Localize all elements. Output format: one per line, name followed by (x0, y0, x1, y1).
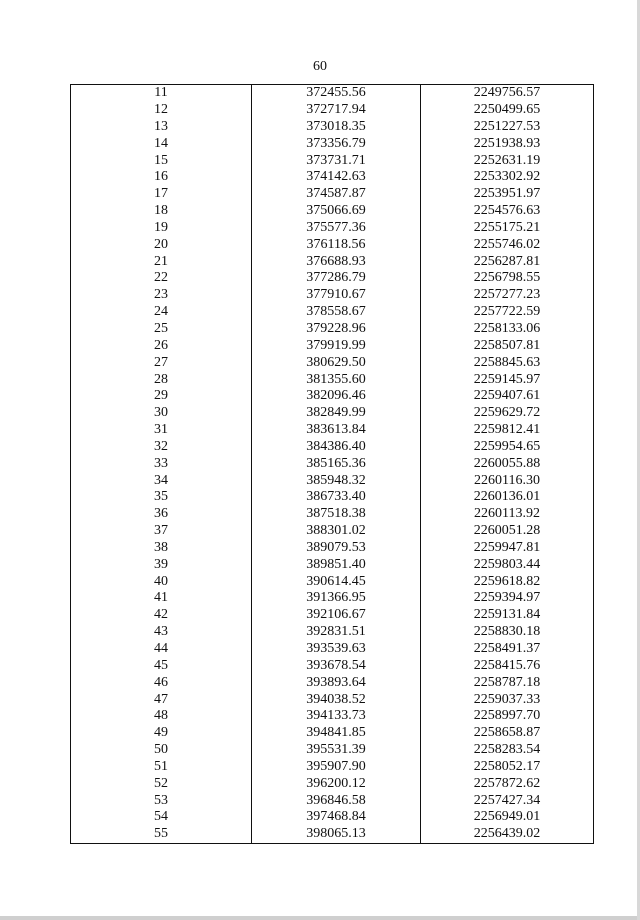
point-number-cell: 37 (154, 523, 168, 539)
x-coordinate-cell: 381355.60 (252, 371, 421, 388)
point-number-cell: 54 (154, 809, 168, 825)
y-coordinate-cell: 2259407.61 (421, 388, 594, 405)
point-number-cell: 43 (154, 624, 168, 640)
y-coordinate-cell: 2259947.81 (421, 540, 594, 557)
y-coordinate-cell: 2256287.81 (421, 253, 594, 270)
table-row (71, 472, 594, 489)
x-coordinate-cell: 388301.02 (252, 523, 421, 540)
y-coordinate-cell: 2258133.06 (421, 321, 594, 338)
x-coordinate-cell: 378558.67 (252, 304, 421, 321)
table-row (71, 237, 594, 254)
point-number-cell: 51 (154, 758, 168, 774)
x-coordinate-cell: 389079.53 (252, 540, 421, 557)
y-coordinate-cell: 2257427.34 (421, 792, 594, 809)
x-coordinate-cell: 374142.63 (252, 169, 421, 186)
x-coordinate-cell: 372455.56 (252, 85, 421, 102)
table-row (71, 119, 594, 136)
x-coordinate-cell: 385948.32 (252, 472, 421, 489)
table-row (71, 169, 594, 186)
table-row (71, 405, 594, 422)
y-coordinate-cell: 2259803.44 (421, 557, 594, 574)
table-row (71, 220, 594, 237)
x-coordinate-cell: 373018.35 (252, 119, 421, 136)
y-coordinate-cell: 2257722.59 (421, 304, 594, 321)
x-coordinate-cell: 376688.93 (252, 253, 421, 270)
x-coordinate-cell: 377910.67 (252, 287, 421, 304)
y-coordinate-cell: 2252631.19 (421, 152, 594, 169)
point-number-cell: 27 (154, 354, 168, 370)
y-coordinate-cell: 2260055.88 (421, 456, 594, 473)
point-number-cell: 34 (154, 472, 168, 488)
point-number-cell: 30 (154, 405, 168, 421)
x-coordinate-cell: 373356.79 (252, 136, 421, 153)
x-coordinate-cell: 394133.73 (252, 708, 421, 725)
x-coordinate-cell: 375577.36 (252, 220, 421, 237)
table-row (71, 304, 594, 321)
point-number-cell: 52 (154, 775, 168, 791)
table-row (71, 253, 594, 270)
table-row (71, 102, 594, 119)
y-coordinate-cell: 2260116.30 (421, 472, 594, 489)
x-coordinate-cell: 396200.12 (252, 776, 421, 793)
table-row (71, 708, 594, 725)
x-coordinate-cell: 372717.94 (252, 102, 421, 119)
y-coordinate-cell: 2255175.21 (421, 220, 594, 237)
point-number-cell: 11 (154, 85, 168, 101)
point-number-cell: 50 (154, 742, 168, 758)
y-coordinate-cell: 2258507.81 (421, 338, 594, 355)
point-number-cell: 25 (154, 320, 168, 336)
point-number-cell: 55 (154, 826, 168, 842)
table-row (71, 355, 594, 372)
x-coordinate-cell: 382096.46 (252, 388, 421, 405)
x-coordinate-cell: 395907.90 (252, 759, 421, 776)
table-row (71, 371, 594, 388)
y-coordinate-cell: 2258415.76 (421, 658, 594, 675)
point-number-cell: 21 (154, 253, 168, 269)
y-coordinate-cell: 2259037.33 (421, 691, 594, 708)
table-row (71, 641, 594, 658)
table-row (71, 338, 594, 355)
x-coordinate-cell: 398065.13 (252, 826, 421, 843)
table-row (71, 422, 594, 439)
point-number-cell: 29 (154, 388, 168, 404)
x-coordinate-cell: 394841.85 (252, 725, 421, 742)
table-row (71, 388, 594, 405)
y-coordinate-cell: 2256798.55 (421, 270, 594, 287)
point-number-cell: 18 (154, 203, 168, 219)
point-number-cell: 14 (154, 135, 168, 151)
table-row (71, 540, 594, 557)
table-row (71, 607, 594, 624)
point-number-cell: 15 (154, 152, 168, 168)
point-number-cell: 39 (154, 556, 168, 572)
y-coordinate-cell: 2259131.84 (421, 607, 594, 624)
x-coordinate-cell: 391366.95 (252, 590, 421, 607)
x-coordinate-cell: 395531.39 (252, 742, 421, 759)
table-row (71, 439, 594, 456)
table-row (71, 776, 594, 793)
table-row (71, 590, 594, 607)
y-coordinate-cell: 2258052.17 (421, 759, 594, 776)
table-row (71, 675, 594, 692)
point-number-cell: 13 (154, 118, 168, 134)
y-coordinate-cell: 2260113.92 (421, 506, 594, 523)
point-number-cell: 35 (154, 489, 168, 505)
point-number-cell: 44 (154, 641, 168, 657)
point-number-cell: 33 (154, 455, 168, 471)
point-number-cell: 23 (154, 287, 168, 303)
x-coordinate-cell: 397468.84 (252, 809, 421, 826)
point-number-cell: 40 (154, 573, 168, 589)
y-coordinate-cell: 2259954.65 (421, 439, 594, 456)
table-row (71, 624, 594, 641)
y-coordinate-cell: 2258830.18 (421, 624, 594, 641)
x-coordinate-cell: 393539.63 (252, 641, 421, 658)
table-row (71, 691, 594, 708)
point-number-cell: 26 (154, 337, 168, 353)
point-number-cell: 42 (154, 607, 168, 623)
x-coordinate-cell: 374587.87 (252, 186, 421, 203)
point-number-cell: 24 (154, 304, 168, 320)
y-coordinate-cell: 2254576.63 (421, 203, 594, 220)
x-coordinate-cell: 390614.45 (252, 573, 421, 590)
x-coordinate-cell: 385165.36 (252, 456, 421, 473)
y-coordinate-cell: 2255746.02 (421, 237, 594, 254)
scan-edge-bottom (0, 916, 640, 920)
y-coordinate-cell: 2259145.97 (421, 371, 594, 388)
point-number-cell: 36 (154, 506, 168, 522)
point-number-cell: 32 (154, 438, 168, 454)
point-number-cell: 12 (154, 102, 168, 118)
point-number-cell: 48 (154, 708, 168, 724)
table-row (71, 85, 594, 102)
point-number-cell: 49 (154, 725, 168, 741)
point-number-cell: 41 (154, 590, 168, 606)
table-row (71, 725, 594, 742)
table-row (71, 742, 594, 759)
y-coordinate-cell: 2260051.28 (421, 523, 594, 540)
y-coordinate-cell: 2258283.54 (421, 742, 594, 759)
table-row (71, 136, 594, 153)
y-coordinate-cell: 2251938.93 (421, 136, 594, 153)
table-row (71, 573, 594, 590)
y-coordinate-cell: 2259394.97 (421, 590, 594, 607)
table-row (71, 792, 594, 809)
point-number-cell: 28 (154, 371, 168, 387)
table-row (71, 270, 594, 287)
y-coordinate-cell: 2253302.92 (421, 169, 594, 186)
table-row (71, 152, 594, 169)
y-coordinate-cell: 2256439.02 (421, 826, 594, 843)
table-row (71, 456, 594, 473)
x-coordinate-cell: 396846.58 (252, 792, 421, 809)
point-number-cell: 19 (154, 219, 168, 235)
x-coordinate-cell: 384386.40 (252, 439, 421, 456)
x-coordinate-cell: 376118.56 (252, 237, 421, 254)
table-row (71, 658, 594, 675)
table-row (71, 489, 594, 506)
x-coordinate-cell: 373731.71 (252, 152, 421, 169)
x-coordinate-cell: 394038.52 (252, 691, 421, 708)
x-coordinate-cell: 380629.50 (252, 355, 421, 372)
table-row (71, 287, 594, 304)
table-row (71, 506, 594, 523)
point-number-cell: 53 (154, 792, 168, 808)
coordinate-table (70, 84, 594, 844)
x-coordinate-cell: 393893.64 (252, 675, 421, 692)
y-coordinate-cell: 2257277.23 (421, 287, 594, 304)
x-coordinate-cell: 375066.69 (252, 203, 421, 220)
x-coordinate-cell: 387518.38 (252, 506, 421, 523)
page-number: 60 (313, 59, 327, 74)
point-number-cell: 31 (154, 422, 168, 438)
x-coordinate-cell: 377286.79 (252, 270, 421, 287)
point-number-cell: 20 (154, 236, 168, 252)
y-coordinate-cell: 2257872.62 (421, 776, 594, 793)
coordinate-table-body (71, 85, 594, 844)
table-row (71, 186, 594, 203)
y-coordinate-cell: 2259618.82 (421, 573, 594, 590)
y-coordinate-cell: 2251227.53 (421, 119, 594, 136)
x-coordinate-cell: 392106.67 (252, 607, 421, 624)
table-row (71, 321, 594, 338)
y-coordinate-cell: 2258658.87 (421, 725, 594, 742)
x-coordinate-cell: 382849.99 (252, 405, 421, 422)
y-coordinate-cell: 2258787.18 (421, 675, 594, 692)
x-coordinate-cell: 392831.51 (252, 624, 421, 641)
x-coordinate-cell: 389851.40 (252, 557, 421, 574)
x-coordinate-cell: 383613.84 (252, 422, 421, 439)
table-row (71, 557, 594, 574)
y-coordinate-cell: 2253951.97 (421, 186, 594, 203)
y-coordinate-cell: 2259812.41 (421, 422, 594, 439)
point-number-cell: 47 (154, 691, 168, 707)
y-coordinate-cell: 2260136.01 (421, 489, 594, 506)
point-number-cell: 45 (154, 657, 168, 673)
table-row (71, 523, 594, 540)
y-coordinate-cell: 2258845.63 (421, 355, 594, 372)
point-number-cell: 22 (154, 270, 168, 286)
table-row (71, 809, 594, 826)
y-coordinate-cell: 2256949.01 (421, 809, 594, 826)
table-row (71, 826, 594, 843)
x-coordinate-cell: 379228.96 (252, 321, 421, 338)
point-number-cell: 16 (154, 169, 168, 185)
table-row (71, 759, 594, 776)
y-coordinate-cell: 2259629.72 (421, 405, 594, 422)
y-coordinate-cell: 2249756.57 (421, 85, 594, 102)
y-coordinate-cell: 2250499.65 (421, 102, 594, 119)
y-coordinate-cell: 2258491.37 (421, 641, 594, 658)
table-row (71, 203, 594, 220)
point-number-cell: 46 (154, 674, 168, 690)
y-coordinate-cell: 2258997.70 (421, 708, 594, 725)
x-coordinate-cell: 379919.99 (252, 338, 421, 355)
x-coordinate-cell: 393678.54 (252, 658, 421, 675)
x-coordinate-cell: 386733.40 (252, 489, 421, 506)
point-number-cell: 17 (154, 186, 168, 202)
point-number-cell: 38 (154, 539, 168, 555)
